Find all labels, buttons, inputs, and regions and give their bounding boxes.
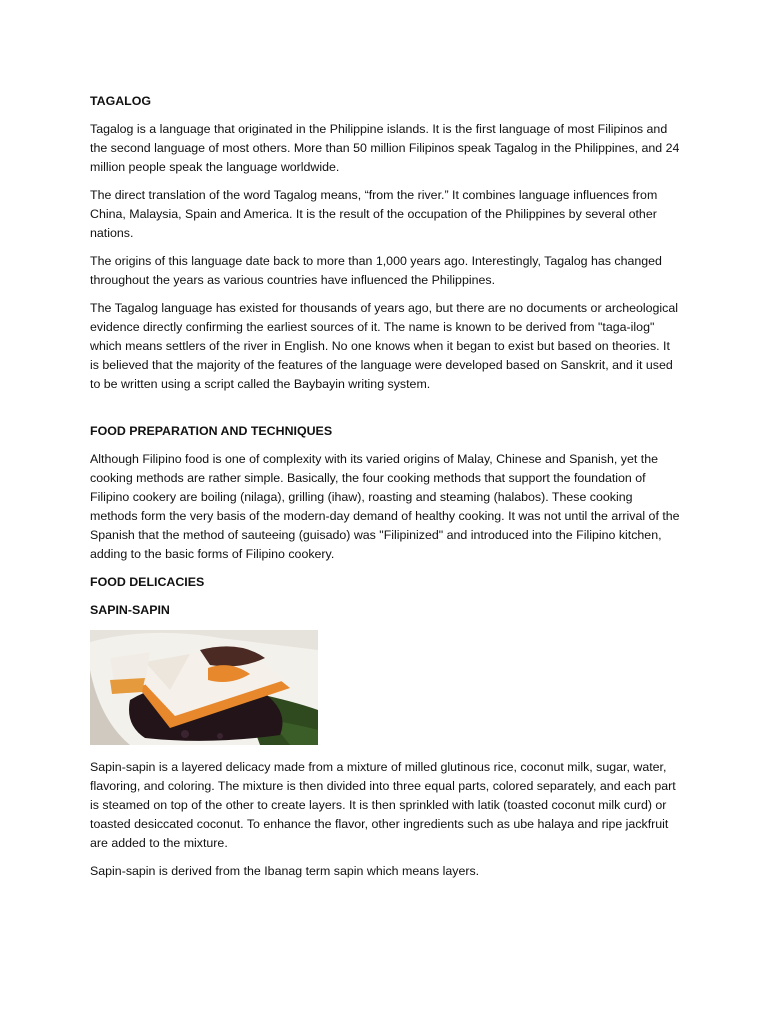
document-body xyxy=(90,92,682,881)
paragraph: Tagalog is a language that originated in the Philippine islands. It is the first language of most Filipinos and the second language of most others. More than 50 million Filipinos speak Tagalog in the Philippines, and 24 million people speak the language worldwide. xyxy=(90,122,680,174)
heading-food-preparation: FOOD PREPARATION AND TECHNIQUES xyxy=(90,424,333,438)
heading-sapin-sapin: SAPIN-SAPIN xyxy=(90,603,170,617)
heading-food-delicacies: FOOD DELICACIES xyxy=(90,575,205,589)
paragraph: The origins of this language date back to more than 1,000 years ago. Interestingly, Tagalog has changed throughout the years as various countries have influenced the Philippines. xyxy=(90,254,662,287)
paragraph: The direct translation of the word Tagalog means, “from the river.” It combines language influences from China, Malaysia, Spain and America. It is the result of the occupation of the Philippines by several other nations. xyxy=(90,188,658,240)
paragraph: Although Filipino food is one of complexity with its varied origins of Malay, Chinese and Spanish, yet the cooking methods are rather simple. Basically, the four cooking methods that support the foundation of Filipino cookery are boiling (nilaga), grilling (ihaw), roasting and steaming (halabos). These cooking methods form the very basis of the modern-day demand of healthy cooking. It was not until the arrival of the Spanish that the method of sauteeing (guisado) was "Filipinized" and introduced into the Filipino kitchen, adding to the basic forms of Filipino cookery. xyxy=(90,452,680,561)
paragraph: Sapin-sapin is derived from the Ibanag term sapin which means layers. xyxy=(90,864,480,878)
heading-tagalog: TAGALOG xyxy=(90,94,152,108)
paragraph: Sapin-sapin is a layered delicacy made from a mixture of milled glutinous rice, coconut milk, sugar, water, flavoring, and coloring. The mixture is then divided into three equal parts, colored separately, and each part is steamed on top of the other to create layers. It is then sprinkled with latik (toasted coconut milk curd) or toasted desiccated coconut. To enhance the flavor, other ingredients such as ube halaya and ripe jackfruit are added to the mixture. xyxy=(90,760,676,850)
sapin-sapin-photo xyxy=(90,630,318,745)
paragraph: The Tagalog language has existed for thousands of years ago, but there are no documents or archeological evidence directly confirming the earliest sources of it. The name is known to be derived from "taga-ilog" which means settlers of the river in English. No one knows when it began to exist but based on theories. It is believed that the majority of the features of the language were developed based on Sanskrit, and it used to be written using a script called the Baybayin writing system. xyxy=(90,301,679,391)
